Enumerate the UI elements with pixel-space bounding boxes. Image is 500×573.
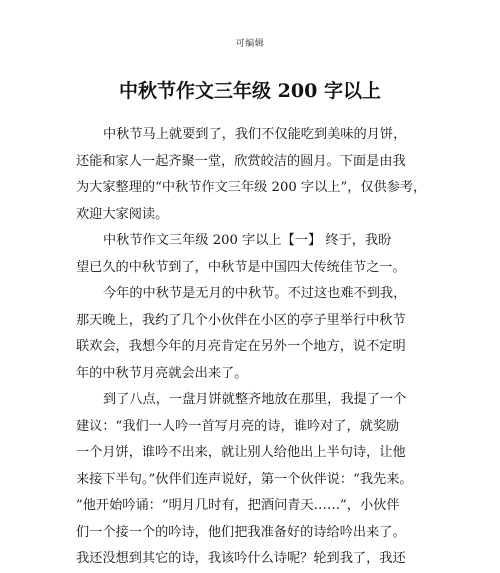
text-line: 到了八点，一盘月饼就整齐地放在那里，我提了一个 (103, 392, 407, 407)
text-line: 中秋节作文三年级 200 字以上【一】 终于，我盼 (103, 233, 392, 248)
text-line: 还能和家人一起齐聚一堂，欣赏皎洁的圆月。下面是由我 (76, 153, 406, 169)
text-line: 我还没想到其它的诗，我该吟什么诗呢？轮到我了，我还 (76, 551, 406, 566)
text-line: 中秋节马上就要到了，我们不仅能吃到美味的月饼， (103, 127, 407, 142)
text-line: 望已久的中秋节到了，中秋节是中国四大传统佳节之一。 (76, 259, 406, 275)
header-note: 可编辑 (235, 39, 265, 49)
text-line: 欢迎大家阅读。 (76, 206, 169, 222)
text-line: 一个月饼，谁吟不出来，就让别人给他出上半句诗，让他 (76, 445, 406, 460)
text-line: 来接下半句。”伙伴们连声说好，第一个伙伴说：“我先来。 (76, 471, 413, 487)
body-text (76, 122, 430, 573)
document-title: 中秋节作文三年级 200 字以上 (119, 80, 381, 102)
text-line: ”他开始吟诵：“明月几时有，把酒问青天……”，小伙伴 (76, 498, 400, 513)
text-line: 联欢会，我想今年的月亮肯定在另外一个地方，说不定明 (76, 339, 406, 354)
text-line: 建议：“我们一人吟一首写月亮的诗，谁吟对了，就奖励 (76, 418, 400, 434)
text-line: 们一个接一个的吟诗，他们把我准备好的诗给吟出来了。 (76, 524, 406, 540)
text-line: 年的中秋节月亮就会出来了。 (76, 365, 248, 381)
text-line: 为大家整理的“中秋节作文三年级 200 字以上”，仅供参考， (76, 180, 427, 195)
text-line: 那天晚上，我约了几个小伙伴在小区的亭子里举行中秋节 (76, 312, 406, 328)
text-line: 今年的中秋节是无月的中秋节。不过这也难不到我， (103, 286, 407, 301)
